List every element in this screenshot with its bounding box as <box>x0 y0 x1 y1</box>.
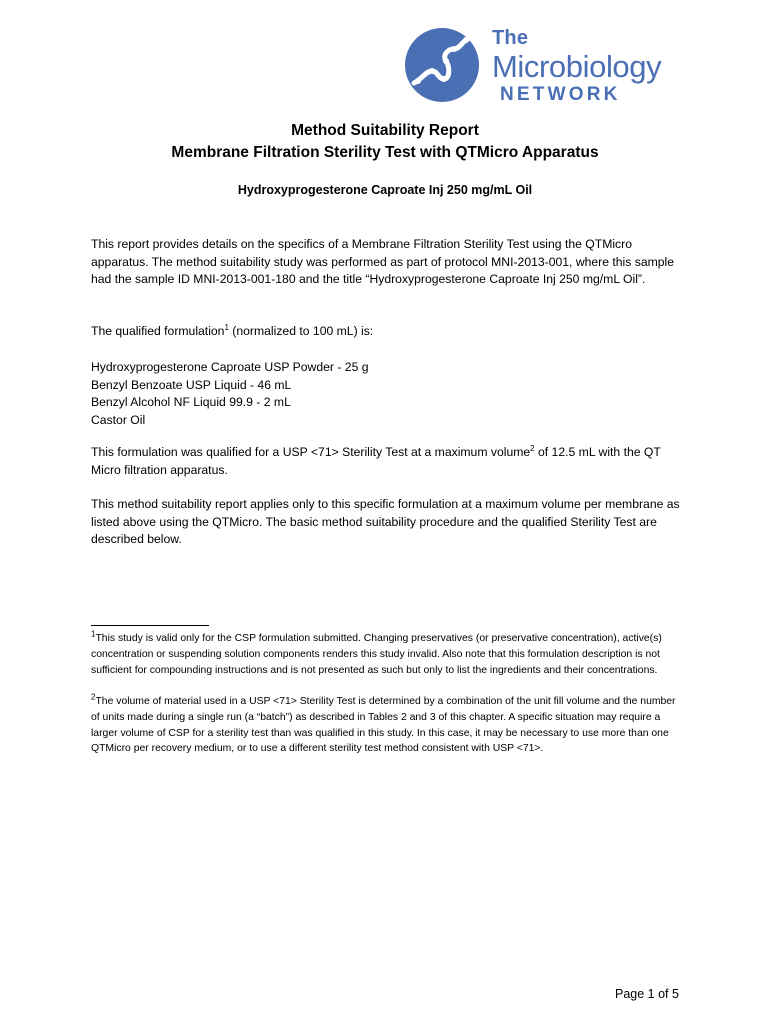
ingredient-item: Hydroxyprogesterone Caproate USP Powder - 25 g <box>91 360 369 374</box>
footnote-marker: 2 <box>91 692 96 702</box>
applies-paragraph: This method suitability report applies only to this specific formulation at a maximum volume per membrane as listed above using the QTMicro. The basic method suitability procedure and the qualified Sterility Test are described below. <box>91 497 680 547</box>
formulation-intro-text: The qualified formulation <box>91 324 225 338</box>
product-name-heading: Hydroxyprogesterone Caproate Inj 250 mg/mL Oil <box>237 183 533 197</box>
logo-word-network: NETWORK <box>500 84 621 105</box>
report-title: Method Suitability Report <box>291 122 479 139</box>
report-subtitle-method: Membrane Filtration Sterility Test with QTMicro Apparatus <box>171 144 599 161</box>
qualified-tail: of 12.5 mL with the QT Micro filtration apparatus. <box>91 445 661 477</box>
logo-word-the: The <box>492 27 529 49</box>
page-number: Page 1 of 5 <box>615 987 679 1001</box>
ingredient-item: Castor Oil <box>91 412 146 427</box>
microbiology-network-logo <box>404 27 684 103</box>
footnote-text: The volume of material used in a USP <71> Sterility Test is determined by a combination of the unit fill volume and the number of units made during a single run (a “batch”) as described in Tables 2 and 3 of this chapter. A specific situation may require a larger volume of CSP for a sterility test than was qualified in this study. In this case, it may be necessary to use more than one QTMicro per recovery medium, or to use a different sterility test method consistent with USP <71>. <box>91 696 676 755</box>
formulation-intro-tail: (normalized to 100 mL) is: <box>228 324 374 338</box>
footnote-ref-1: 1 <box>224 322 229 332</box>
intro-paragraph: This report provides details on the specifics of a Membrane Filtration Sterility Test using the QTMicro apparatus. The method suitability study was performed as part of protocol MNI-2013-001, where this sample had the sample ID MNI-2013-001-180 and the title “Hydroxyprogesterone Caproate Inj 250 mg/mL Oil”. <box>91 237 675 287</box>
footnote-ref-2: 2 <box>530 443 535 453</box>
qualified-paragraph <box>91 444 681 479</box>
formulation-intro <box>91 323 681 341</box>
footnote-marker: 1 <box>91 629 96 639</box>
qualified-text: This formulation was qualified for a USP <71> Sterility Test at a maximum volume <box>91 445 531 459</box>
ingredient-list <box>91 359 681 429</box>
footnote-separator <box>91 625 209 626</box>
ingredient-item: Benzyl Benzoate USP Liquid - 46 mL <box>91 377 292 392</box>
footnote-text: This study is valid only for the CSP formulation submitted. Changing preservatives (or preservative concentration), active(s) concentration or suspending solution components renders this study invalid. Also note that this formulation description is not sufficient for compounding instructions and is not presented as such but only to list the ingredients and their concentrations. <box>91 633 662 676</box>
footnote-1 <box>91 631 685 678</box>
logo-network-graphic-icon <box>404 27 480 103</box>
footnote-2 <box>91 694 685 757</box>
logo-word-microbiology: Microbiology <box>492 49 662 84</box>
ingredient-item: Benzyl Alcohol NF Liquid 99.9 - 2 mL <box>91 395 291 410</box>
